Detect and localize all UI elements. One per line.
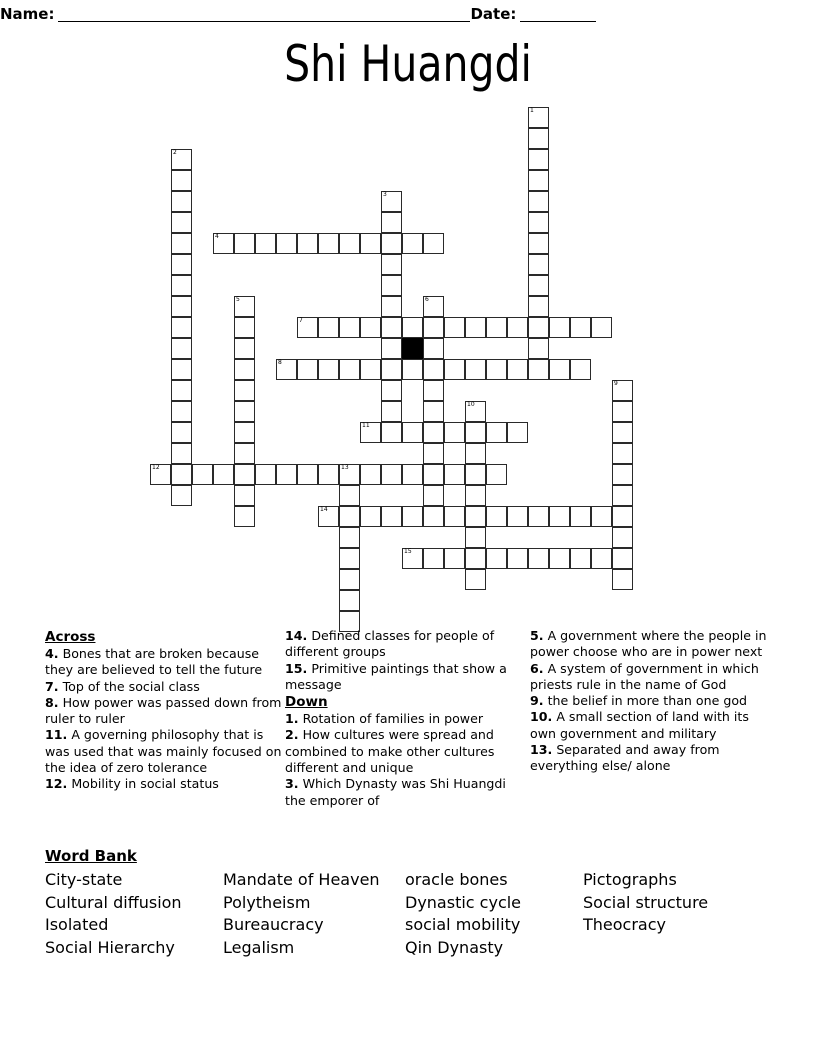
clue-text: Top of the social class <box>58 678 200 694</box>
grid-cell[interactable] <box>381 359 402 380</box>
clue-across-11 <box>45 727 285 776</box>
clue-text: A system of government in which priests rule in the name of God <box>530 660 759 692</box>
grid-cell[interactable] <box>528 548 549 569</box>
grid-cell[interactable] <box>339 464 360 485</box>
grid-cell[interactable] <box>360 233 381 254</box>
grid-cell[interactable] <box>612 485 633 506</box>
grid-cell[interactable] <box>423 506 444 527</box>
grid-cell[interactable] <box>234 317 255 338</box>
grid-cell[interactable] <box>360 359 381 380</box>
grid-cell[interactable] <box>234 338 255 359</box>
clue-across-15 <box>285 661 530 694</box>
grid-cell-number: 7 <box>299 317 303 324</box>
clue-text: Which Dynasty was Shi Huangdi the emporer of <box>285 776 506 808</box>
clue-number: 11. <box>45 727 68 743</box>
clue-down-9 <box>530 693 775 709</box>
grid-cell[interactable] <box>381 338 402 359</box>
grid-cell[interactable] <box>465 317 486 338</box>
grid-cell[interactable] <box>507 548 528 569</box>
grid-cell[interactable] <box>318 317 339 338</box>
grid-cell[interactable] <box>612 443 633 464</box>
grid-cell[interactable] <box>486 317 507 338</box>
grid-cell-number: 14 <box>320 506 328 513</box>
word-bank-item: Dynastic cycle <box>405 892 522 912</box>
word-bank-item: Cultural diffusion <box>45 892 182 912</box>
grid-cell[interactable] <box>486 359 507 380</box>
grid-cell[interactable] <box>171 464 192 485</box>
clues-section <box>45 628 775 809</box>
grid-cell[interactable] <box>549 359 570 380</box>
clue-text: Primitive paintings that show a message <box>285 660 507 692</box>
grid-cell[interactable] <box>234 233 255 254</box>
word-bank-section <box>45 845 785 959</box>
clue-across-7 <box>45 679 285 695</box>
grid-cell[interactable] <box>612 380 633 401</box>
grid-cell[interactable] <box>318 506 339 527</box>
word-bank-title: Word Bank <box>45 847 137 865</box>
grid-cell-number: 2 <box>173 149 177 156</box>
grid-cell[interactable] <box>381 233 402 254</box>
grid-cell[interactable] <box>570 506 591 527</box>
grid-cell[interactable] <box>612 527 633 548</box>
grid-cell[interactable] <box>507 317 528 338</box>
grid-cell[interactable] <box>381 296 402 317</box>
across-heading: Across <box>45 629 96 645</box>
clue-number: 12. <box>45 776 68 792</box>
clue-column-2 <box>285 628 530 809</box>
grid-cell[interactable] <box>234 359 255 380</box>
grid-cell[interactable] <box>234 443 255 464</box>
grid-cell[interactable] <box>591 506 612 527</box>
clue-number: 13. <box>530 742 553 758</box>
grid-cell-number: 15 <box>404 548 412 555</box>
grid-cell[interactable] <box>381 422 402 443</box>
word-bank-empty <box>583 937 763 960</box>
grid-cell-number: 3 <box>383 191 387 198</box>
grid-cell[interactable] <box>465 464 486 485</box>
grid-cell[interactable] <box>465 485 486 506</box>
grid-cell[interactable] <box>297 359 318 380</box>
clue-number: 1. <box>285 711 299 727</box>
word-bank-item: oracle bones <box>405 870 508 889</box>
grid-cell[interactable] <box>528 149 549 170</box>
word-bank-item: Theocracy <box>583 915 666 934</box>
clue-number: 9. <box>530 693 544 709</box>
down-heading: Down <box>285 694 328 711</box>
grid-cell[interactable] <box>171 485 192 506</box>
word-bank-item: Bureaucracy <box>223 915 324 934</box>
clue-number: 5. <box>530 628 544 643</box>
grid-cell[interactable] <box>381 275 402 296</box>
clue-across-14 <box>285 628 530 661</box>
grid-cell[interactable] <box>486 506 507 527</box>
grid-cell[interactable] <box>171 401 192 422</box>
grid-cell[interactable] <box>444 422 465 443</box>
grid-cell[interactable] <box>549 548 570 569</box>
grid-cell[interactable] <box>339 527 360 548</box>
grid-cell[interactable] <box>381 464 402 485</box>
grid-cell[interactable] <box>276 464 297 485</box>
clue-across-12 <box>45 776 285 792</box>
clue-number: 6. <box>530 660 544 676</box>
grid-cell[interactable] <box>297 233 318 254</box>
clue-number: 3. <box>285 776 299 792</box>
grid-cell[interactable] <box>381 212 402 233</box>
grid-cell-number: 11 <box>362 422 370 429</box>
grid-cell[interactable] <box>360 317 381 338</box>
grid-cell[interactable] <box>171 422 192 443</box>
word-bank-item: Mandate of Heaven <box>223 870 380 889</box>
grid-cell[interactable] <box>171 233 192 254</box>
grid-cell[interactable] <box>318 359 339 380</box>
grid-cell[interactable] <box>255 464 276 485</box>
grid-cell-number: 8 <box>278 359 282 366</box>
grid-cell[interactable] <box>465 443 486 464</box>
grid-cell[interactable] <box>171 170 192 191</box>
grid-cell[interactable] <box>423 359 444 380</box>
grid-cell[interactable] <box>171 317 192 338</box>
grid-cell[interactable] <box>612 506 633 527</box>
grid-cell[interactable] <box>465 401 486 422</box>
grid-cell[interactable] <box>465 569 486 590</box>
grid-cell[interactable] <box>234 506 255 527</box>
grid-cell[interactable] <box>402 233 423 254</box>
grid-cell-blocked <box>402 338 423 359</box>
grid-cell[interactable] <box>171 443 192 464</box>
clue-text: A government where the people in power choose who are in power next <box>530 628 767 660</box>
clue-across-8 <box>45 695 285 728</box>
grid-cell[interactable] <box>171 212 192 233</box>
grid-cell[interactable] <box>234 485 255 506</box>
clue-down-1 <box>285 711 530 727</box>
word-bank-item: Legalism <box>223 937 295 957</box>
grid-cell[interactable] <box>150 464 171 485</box>
clue-number: 10. <box>530 709 553 725</box>
grid-cell[interactable] <box>381 317 402 338</box>
grid-cell[interactable] <box>423 401 444 422</box>
grid-cell[interactable] <box>465 506 486 527</box>
date-label: Date: <box>470 5 517 23</box>
grid-cell[interactable] <box>339 590 360 611</box>
grid-cell[interactable] <box>339 485 360 506</box>
grid-cell[interactable] <box>339 359 360 380</box>
clue-down-5 <box>530 628 775 661</box>
clue-down-10 <box>530 709 775 742</box>
grid-cell[interactable] <box>360 506 381 527</box>
word-bank-item: Social structure <box>583 892 709 912</box>
clue-number: 4. <box>45 646 59 661</box>
grid-cell-number: 13 <box>341 464 349 471</box>
grid-cell[interactable] <box>276 233 297 254</box>
grid-cell[interactable] <box>444 506 465 527</box>
grid-cell[interactable] <box>402 506 423 527</box>
grid-cell[interactable] <box>528 212 549 233</box>
word-bank-item: social mobility <box>405 915 521 934</box>
clue-text: A governing philosophy that is was used that was mainly focused on the idea of zero tolerance <box>45 727 282 776</box>
grid-cell[interactable] <box>528 338 549 359</box>
page-title: Shi Huangdi <box>284 35 532 93</box>
grid-cell[interactable] <box>612 464 633 485</box>
grid-cell[interactable] <box>612 548 633 569</box>
grid-cell[interactable] <box>612 569 633 590</box>
grid-cell-number: 10 <box>467 401 475 408</box>
clue-down-3 <box>285 776 530 809</box>
grid-cell[interactable] <box>528 275 549 296</box>
grid-cell[interactable] <box>339 569 360 590</box>
grid-cell[interactable] <box>381 506 402 527</box>
grid-cell[interactable] <box>465 359 486 380</box>
grid-cell[interactable] <box>507 506 528 527</box>
grid-cell[interactable] <box>465 527 486 548</box>
grid-cell[interactable] <box>612 422 633 443</box>
clue-across-4 <box>45 646 285 679</box>
word-bank-grid <box>45 869 785 959</box>
grid-cell[interactable] <box>465 548 486 569</box>
word-bank-item: Qin Dynasty <box>405 937 504 957</box>
grid-cell[interactable] <box>423 443 444 464</box>
clue-column-3 <box>530 628 775 775</box>
grid-cell[interactable] <box>444 548 465 569</box>
grid-cell[interactable] <box>297 464 318 485</box>
grid-cell[interactable] <box>528 296 549 317</box>
grid-cell[interactable] <box>528 107 549 128</box>
grid-cell[interactable] <box>444 359 465 380</box>
grid-cell[interactable] <box>528 233 549 254</box>
grid-cell[interactable] <box>171 338 192 359</box>
grid-cell[interactable] <box>339 317 360 338</box>
grid-cell[interactable] <box>528 506 549 527</box>
grid-cell[interactable] <box>528 254 549 275</box>
grid-cell[interactable] <box>444 464 465 485</box>
grid-cell[interactable] <box>234 464 255 485</box>
grid-cell[interactable] <box>234 296 255 317</box>
grid-cell[interactable] <box>381 254 402 275</box>
grid-cell-number: 5 <box>236 296 240 303</box>
grid-cell[interactable] <box>528 128 549 149</box>
clue-down-2 <box>285 727 530 776</box>
grid-cell[interactable] <box>486 422 507 443</box>
grid-cell[interactable] <box>528 170 549 191</box>
clue-text: Defined classes for people of different groups <box>285 628 495 660</box>
grid-cell[interactable] <box>528 317 549 338</box>
grid-cell[interactable] <box>402 359 423 380</box>
grid-cell-number: 12 <box>152 464 160 471</box>
grid-cell[interactable] <box>423 296 444 317</box>
name-label: Name: <box>0 5 55 23</box>
grid-cell[interactable] <box>192 464 213 485</box>
grid-cell[interactable] <box>339 233 360 254</box>
grid-cell[interactable] <box>402 548 423 569</box>
word-bank-item: Isolated <box>45 915 109 934</box>
grid-cell[interactable] <box>444 317 465 338</box>
grid-cell[interactable] <box>381 191 402 212</box>
grid-cell[interactable] <box>423 422 444 443</box>
grid-cell[interactable] <box>570 359 591 380</box>
grid-cell-number: 6 <box>425 296 429 303</box>
clue-down-13 <box>530 742 775 775</box>
grid-cell[interactable] <box>171 359 192 380</box>
grid-cell[interactable] <box>570 317 591 338</box>
grid-cell[interactable] <box>255 233 276 254</box>
grid-cell[interactable] <box>171 380 192 401</box>
grid-cell[interactable] <box>486 548 507 569</box>
grid-cell[interactable] <box>171 254 192 275</box>
clue-text: Rotation of families in power <box>298 711 484 727</box>
clue-number: 2. <box>285 727 299 743</box>
grid-cell[interactable] <box>507 422 528 443</box>
grid-cell[interactable] <box>528 191 549 212</box>
grid-cell[interactable] <box>213 233 234 254</box>
grid-cell[interactable] <box>402 317 423 338</box>
grid-cell[interactable] <box>507 359 528 380</box>
grid-cell[interactable] <box>339 506 360 527</box>
grid-cell[interactable] <box>423 464 444 485</box>
grid-cell[interactable] <box>549 506 570 527</box>
clue-text: How cultures were spread and combined to make other cultures different and unique <box>285 727 495 776</box>
word-bank-item: City-state <box>45 870 123 889</box>
word-bank-item: Pictographs <box>583 870 677 889</box>
grid-cell[interactable] <box>234 401 255 422</box>
clue-number: 8. <box>45 694 59 710</box>
grid-cell[interactable] <box>171 275 192 296</box>
word-bank-item: Polytheism <box>223 892 311 912</box>
clue-number: 7. <box>45 678 59 694</box>
grid-cell[interactable] <box>402 422 423 443</box>
grid-cell[interactable] <box>381 401 402 422</box>
clue-number: 14. <box>285 628 308 643</box>
grid-cell[interactable] <box>465 422 486 443</box>
grid-cell[interactable] <box>423 485 444 506</box>
grid-cell[interactable] <box>423 548 444 569</box>
grid-cell[interactable] <box>360 464 381 485</box>
word-bank-item: Social Hierarchy <box>45 937 175 957</box>
grid-cell[interactable] <box>297 317 318 338</box>
grid-cell[interactable] <box>171 149 192 170</box>
grid-cell[interactable] <box>549 317 570 338</box>
grid-cell[interactable] <box>423 338 444 359</box>
grid-cell[interactable] <box>318 464 339 485</box>
clue-down-6 <box>530 661 775 694</box>
clue-text: Bones that are broken because they are believed to tell the future <box>45 646 263 678</box>
grid-cell[interactable] <box>381 380 402 401</box>
grid-cell[interactable] <box>486 464 507 485</box>
grid-cell[interactable] <box>360 422 381 443</box>
grid-cell[interactable] <box>339 548 360 569</box>
grid-cell[interactable] <box>423 317 444 338</box>
grid-cell[interactable] <box>234 380 255 401</box>
clue-text: Separated and away from everything else/ alone <box>530 742 720 774</box>
grid-cell[interactable] <box>234 422 255 443</box>
grid-cell[interactable] <box>213 464 234 485</box>
grid-cell[interactable] <box>570 548 591 569</box>
grid-cell[interactable] <box>612 401 633 422</box>
clue-text: How power was passed down from ruler to ruler <box>45 694 282 727</box>
grid-cell[interactable] <box>591 317 612 338</box>
clue-text: the belief in more than one god <box>543 693 748 709</box>
grid-cell[interactable] <box>171 191 192 212</box>
grid-cell[interactable] <box>528 359 549 380</box>
grid-cell-number: 1 <box>530 107 534 114</box>
grid-cell[interactable] <box>318 233 339 254</box>
clue-text: A small section of land with its own government and military <box>530 709 749 741</box>
clue-text: Mobility in social status <box>67 776 219 792</box>
grid-cell[interactable] <box>423 380 444 401</box>
grid-cell[interactable] <box>591 548 612 569</box>
grid-cell-number: 4 <box>215 233 219 240</box>
clue-column-1 <box>45 628 285 793</box>
grid-cell-number: 9 <box>614 380 618 387</box>
grid-cell[interactable] <box>276 359 297 380</box>
grid-cell[interactable] <box>402 464 423 485</box>
grid-cell[interactable] <box>171 296 192 317</box>
clue-number: 15. <box>285 660 308 676</box>
grid-cell[interactable] <box>423 233 444 254</box>
